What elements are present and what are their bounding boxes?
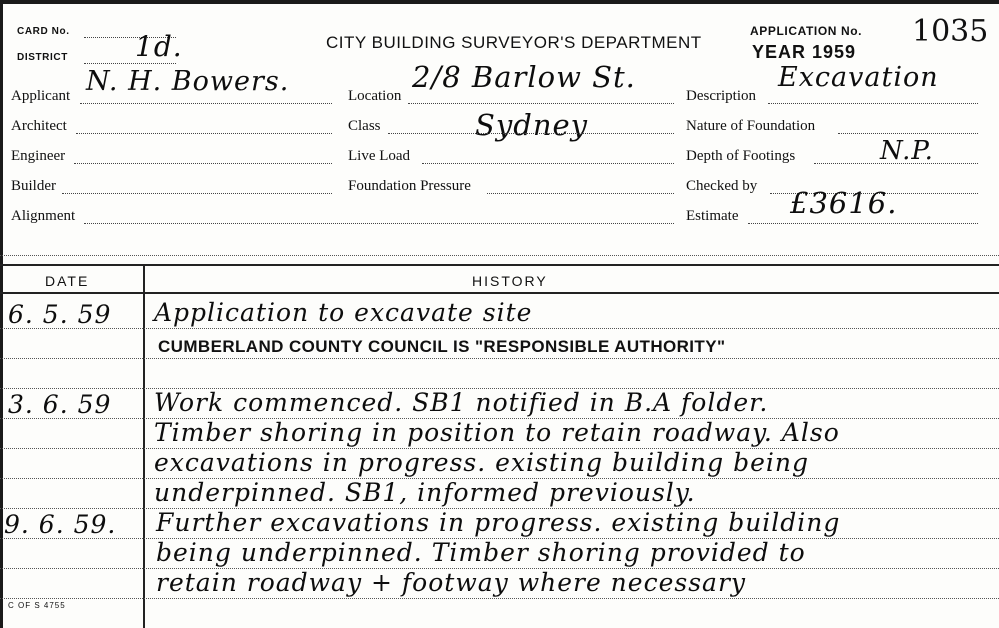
form-code: C OF S 4755 xyxy=(8,601,66,610)
history-column-header: HISTORY xyxy=(472,273,548,289)
applicant-label: Applicant xyxy=(11,88,71,104)
application-number: 1035 xyxy=(912,14,989,49)
location-label: Location xyxy=(348,88,402,104)
architect-label: Architect xyxy=(11,118,67,134)
nature-of-foundation-label: Nature of Foundation xyxy=(686,118,816,134)
department-title: CITY BUILDING SURVEYOR'S DEPARTMENT xyxy=(326,33,702,52)
estimate-value: £3616. xyxy=(790,186,898,220)
live-load-line xyxy=(422,163,674,164)
year-label: YEAR 1959 xyxy=(752,42,857,62)
card-top-edge xyxy=(0,0,999,4)
date-column-divider xyxy=(143,264,145,628)
entry-text: underpinned. SB1, informed previously. xyxy=(154,478,696,507)
card-left-edge xyxy=(0,0,3,628)
depth-of-footings-label: Depth of Footings xyxy=(686,148,796,164)
entry-text: being underpinned. Timber shoring provided to xyxy=(156,538,806,567)
description-line xyxy=(768,103,978,104)
checked-by-label: Checked by xyxy=(686,178,758,194)
estimate-line xyxy=(748,223,978,224)
entry-text: Application to excavate site xyxy=(154,298,533,327)
location-value-city: Sydney xyxy=(475,108,589,142)
entry-date: 9. 6. 59. xyxy=(4,510,117,539)
history-header-rule xyxy=(0,292,999,294)
district-value: 1d. xyxy=(135,30,183,63)
builder-label: Builder xyxy=(11,178,56,194)
nature-of-foundation-line xyxy=(838,133,978,134)
foundation-pressure-line xyxy=(487,193,674,194)
application-no-label: APPLICATION No. xyxy=(750,24,863,38)
description-label: Description xyxy=(686,88,756,104)
header-separator-2 xyxy=(0,264,999,266)
foundation-pressure-label: Foundation Pressure xyxy=(348,178,471,194)
engineer-line xyxy=(74,163,332,164)
alignment-line xyxy=(84,223,674,224)
applicant-line xyxy=(80,103,332,104)
estimate-label: Estimate xyxy=(686,208,739,224)
entry-text: excavations in progress. existing building being xyxy=(154,448,810,477)
ruled-line xyxy=(0,598,999,599)
alignment-label: Alignment xyxy=(11,208,76,224)
entry-text: Further excavations in progress. existing building xyxy=(156,508,841,537)
class-label: Class xyxy=(348,118,381,134)
applicant-value: N. H. Bowers. xyxy=(86,66,290,97)
ruled-line xyxy=(0,328,999,329)
district-line xyxy=(84,63,176,64)
district-label: DISTRICT xyxy=(17,52,68,63)
description-value: Excavation xyxy=(778,62,939,93)
card-no-label: CARD No. xyxy=(17,26,70,37)
builder-line xyxy=(62,193,332,194)
entry-date: 6. 5. 59 xyxy=(8,300,112,329)
entry-date: 3. 6. 59 xyxy=(8,390,112,419)
authority-stamp: CUMBERLAND COUNTY COUNCIL IS "RESPONSIBLE AUTHORITY" xyxy=(158,337,726,356)
date-column-header: DATE xyxy=(45,273,90,289)
location-value: 2/8 Barlow St. xyxy=(412,60,636,94)
depth-of-footings-value: N.P. xyxy=(880,136,934,166)
header-separator-1 xyxy=(0,255,999,256)
entry-text: retain roadway + footway where necessary xyxy=(156,568,747,597)
entry-text: Timber shoring in position to retain roadway. Also xyxy=(154,418,840,447)
location-line xyxy=(408,103,674,104)
architect-line xyxy=(76,133,332,134)
live-load-label: Live Load xyxy=(348,148,411,164)
entry-text: Work commenced. SB1 notified in B.A folder. xyxy=(154,388,769,417)
engineer-label: Engineer xyxy=(11,148,66,164)
class-line xyxy=(388,133,674,134)
ruled-line xyxy=(0,358,999,359)
